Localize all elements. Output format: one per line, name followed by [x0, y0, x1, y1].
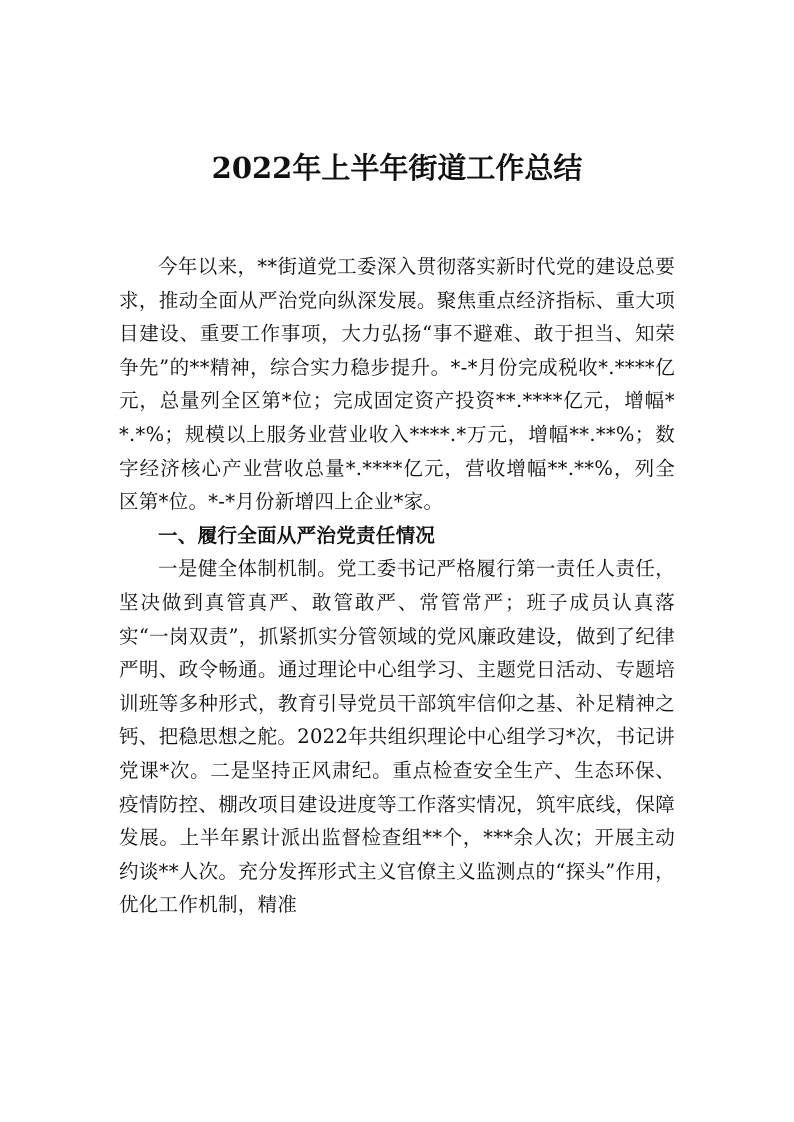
- intro-paragraph: 今年以来，**街道党工委深入贯彻落实新时代党的建设总要求，推动全面从严治党向纵深发展。聚焦重点经济指标、重大项目建设、重要工作事项，大力弘扬“事不避难、敢于担当、知荣争先”的**精神，综合实力稳步提升。*-*月份完成税收*.****亿元，总量列全区第*位；完成固定资产投资**.****亿元，增幅**.*%；规模以上服务业营业收入****.*万元，增幅**.**%；数字经济核心产业营收总量*.****亿元，营收增幅**.**%，列全区第*位。*-*月份新增四上企业*家。: [119, 255, 675, 514]
- document-title: 2022年上半年街道工作总结: [211, 151, 583, 185]
- document-body: [119, 250, 675, 922]
- section-heading-1: 一、履行全面从严治党责任情况: [158, 523, 436, 547]
- section-1-paragraph: 一是健全体制机制。党工委书记严格履行第一责任人责任，坚决做到真管真严、敢管敢严、常管常严；班子成员认真落实“一岗双责”，抓紧抓实分管领域的党风廉政建设，做到了纪律严明、政令畅通。通过理论中心组学习、主题党日活动、专题培训班等多种形式，教育引导党员干部筑牢信仰之基、补足精神之钙、把稳思想之舵。2022年共组织理论中心组学习*次，书记讲党课*次。二是坚持正风肃纪。重点检查安全生产、生态环保、疫情防控、棚改项目建设进度等工作落实情况，筑牢底线，保障发展。上半年累计派出监督检查组**个，***余人次；开展主动约谈**人次。充分发挥形式主义官僚主义监测点的“探头”作用，优化工作机制，精准: [119, 557, 675, 917]
